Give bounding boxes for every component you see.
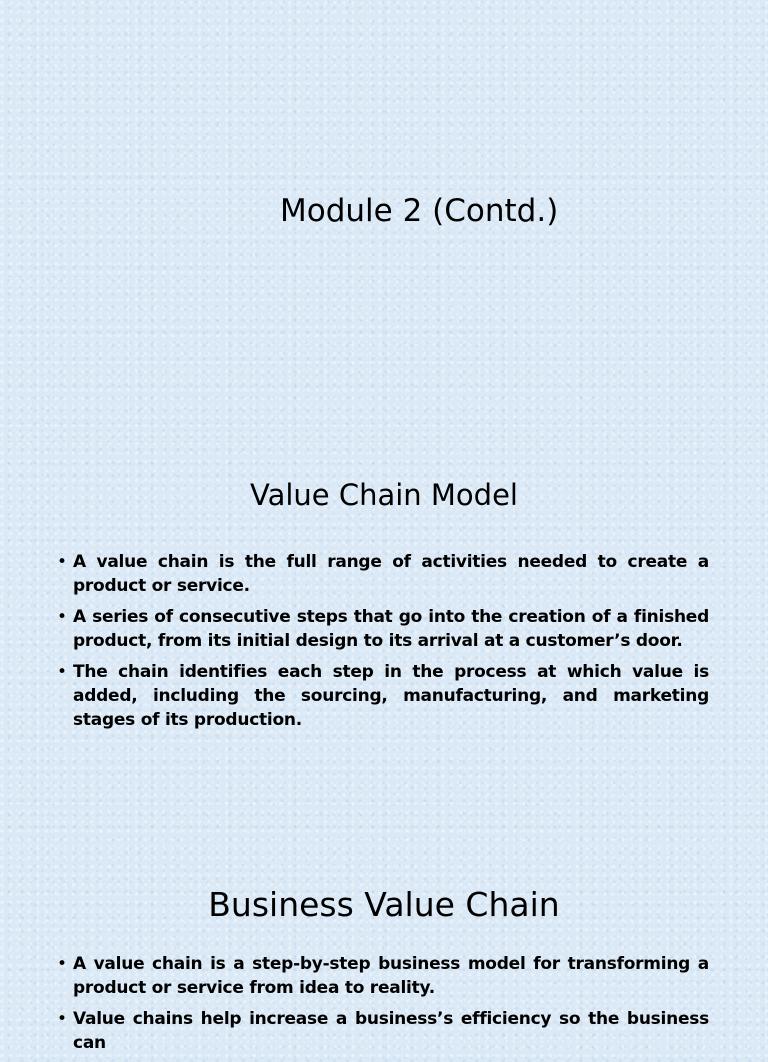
business-value-chain-title: Business Value Chain — [208, 885, 560, 924]
bullet-item — [57, 1007, 709, 1055]
value-chain-model-bullets — [57, 550, 709, 739]
bullet-text: A value chain is the full range of activities needed to create a product or service. — [73, 552, 709, 596]
bullet-item — [57, 550, 709, 598]
module-title: Module 2 (Contd.) — [280, 193, 559, 229]
bullet-icon: • — [57, 1009, 67, 1029]
bullet-item — [57, 605, 709, 653]
bullet-text: Value chains help increase a business’s efficiency so the business can — [73, 1009, 709, 1053]
bullet-icon: • — [57, 662, 67, 682]
value-chain-model-title: Value Chain Model — [250, 478, 518, 512]
bullet-icon: • — [57, 607, 67, 627]
bullet-item — [57, 660, 709, 732]
bullet-text: The chain identifies each step in the process at which value is added, including the sourcing, manufacturing, and marketing stages of its production. — [73, 662, 709, 730]
bullet-text: A value chain is a step-by-step business model for transforming a product or service from idea to reality. — [73, 954, 709, 998]
business-value-chain-bullets — [57, 952, 709, 1062]
bullet-icon: • — [57, 954, 67, 974]
bullet-icon: • — [57, 552, 67, 572]
bullet-text: A series of consecutive steps that go into the creation of a finished product, from its initial design to its arrival at a customer’s door. — [73, 607, 709, 651]
bullet-item — [57, 952, 709, 1000]
